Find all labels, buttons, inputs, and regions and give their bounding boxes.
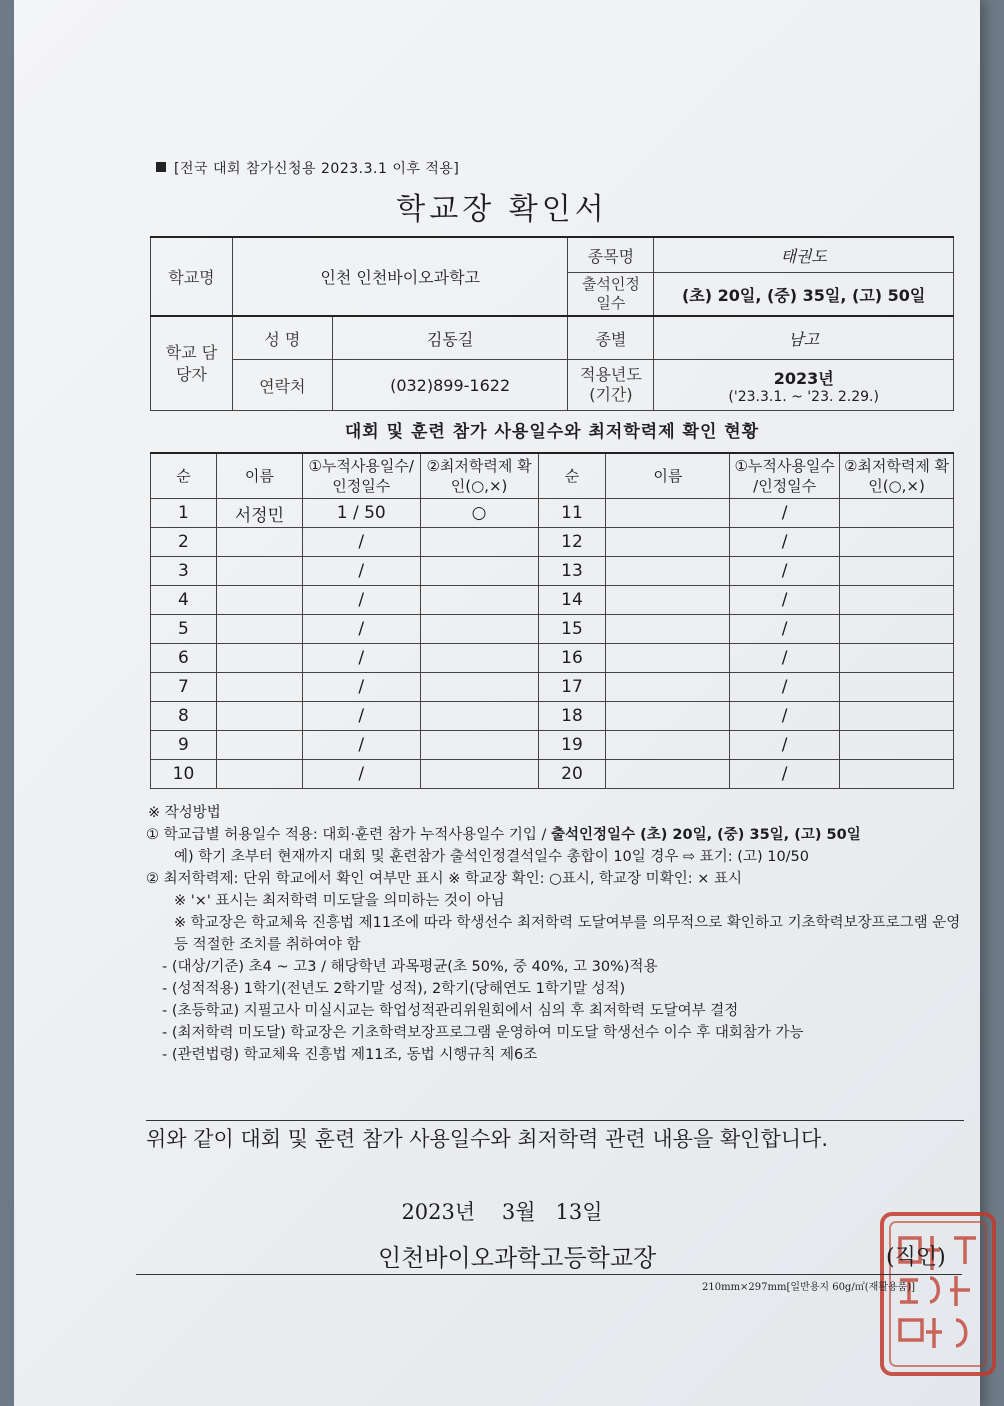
row-days-2: / [730, 528, 840, 557]
instruction-1: ① 학교급별 허용일수 적용: 대회·훈련 참가 누적사용일수 기입 / 출석인정일수 (초) 20일, (중) 35일, (고) 50일 [146, 827, 861, 843]
table-row [151, 528, 954, 557]
school-value: 인천 인천바이오과학고 [232, 237, 568, 316]
row-name [216, 702, 302, 731]
status-section-title: 대회 및 훈련 참가 사용일수와 최저학력제 확인 현황 [344, 422, 760, 442]
table-row [151, 499, 954, 528]
name-label: 성 명 [232, 316, 332, 360]
square-bullet-icon [156, 162, 166, 172]
confirmation-statement: 위와 같이 대회 및 훈련 참가 사용일수와 최저학력 관련 내용을 확인합니다. [146, 1120, 964, 1155]
contact-value: (032)899-1622 [332, 360, 568, 411]
row-no-2: 12 [538, 528, 606, 557]
table-row [151, 760, 954, 789]
row-days: / [302, 615, 420, 644]
row-check-2 [840, 528, 954, 557]
row-check [420, 528, 538, 557]
row-no: 6 [151, 644, 217, 673]
row-check [420, 731, 538, 760]
form-usage-note: [전국 대회 참가신청용 2023.3.1 이후 적용] [156, 158, 459, 178]
row-no-2: 11 [538, 499, 606, 528]
row-days: / [302, 644, 420, 673]
row-name [216, 760, 302, 789]
row-check-2 [840, 731, 954, 760]
table-row [151, 557, 954, 586]
header-check-2: ②최저학력제 확인(○,×) [840, 453, 954, 499]
row-days: / [302, 586, 420, 615]
row-no-2: 20 [538, 760, 606, 789]
row-check [420, 586, 538, 615]
row-no: 9 [151, 731, 217, 760]
row-check [420, 673, 538, 702]
gender-value: 남고 [654, 316, 954, 360]
row-name [216, 528, 302, 557]
row-name [216, 673, 302, 702]
year-value: 2023년 [773, 368, 834, 388]
row-no: 1 [151, 499, 217, 528]
row-days: / [302, 557, 420, 586]
row-check-2 [840, 557, 954, 586]
row-check-2 [840, 760, 954, 789]
row-days-2: / [730, 499, 840, 528]
row-name: 서정민 [216, 499, 302, 528]
instruction-2: ② 최저학력제: 단위 학교에서 확인 여부만 표시 ※ 학교장 확인: ○표시, 학교장 미확인: × 표시 [146, 871, 742, 887]
row-name [216, 557, 302, 586]
row-no-2: 18 [538, 702, 606, 731]
official-seal-stamp [876, 1210, 1000, 1382]
row-days-2: / [730, 586, 840, 615]
signature-mark: (직인) [886, 1245, 946, 1270]
header-days-2: ①누적사용일수 /인정일수 [730, 453, 840, 499]
row-days: / [302, 702, 420, 731]
row-no-2: 16 [538, 644, 606, 673]
row-days-2: / [730, 673, 840, 702]
row-days-2: / [730, 731, 840, 760]
issue-date: 2023년 3월 13일 [401, 1200, 603, 1224]
table-row [151, 731, 954, 760]
year-cell [654, 360, 954, 411]
row-check [420, 615, 538, 644]
instruction-detail-elementary: - (초등학교) 지필고사 미실시교는 학업성적관리위원회에서 심의 후 최저학력 도달여부 결정 [162, 1003, 739, 1019]
row-name-2 [606, 499, 730, 528]
row-no-2: 17 [538, 673, 606, 702]
row-name-2 [606, 644, 730, 673]
row-check-2 [840, 586, 954, 615]
name-value: 김동길 [332, 316, 568, 360]
document-title: 학교장 확인서 [396, 192, 608, 227]
row-check-2 [840, 499, 954, 528]
row-no-2: 19 [538, 731, 606, 760]
year-label: 적용년도 (기간) [568, 360, 654, 411]
row-name [216, 644, 302, 673]
row-no: 4 [151, 586, 217, 615]
table-row [151, 644, 954, 673]
row-no-2: 13 [538, 557, 606, 586]
table-row [151, 673, 954, 702]
row-name-2 [606, 673, 730, 702]
row-name-2 [606, 702, 730, 731]
instruction-detail-shortfall: - (최저학력 미도달) 학교장은 기초학력보장프로그램 운영하여 미도달 학생선수 이수 후 대회참가 가능 [162, 1025, 804, 1041]
sport-label: 종목명 [568, 237, 654, 273]
row-no: 10 [151, 760, 217, 789]
row-check-2 [840, 644, 954, 673]
instruction-detail-law: - (관련법령) 학교체육 진흥법 제11조, 동법 시행규칙 제6조 [162, 1047, 538, 1063]
row-name-2 [606, 760, 730, 789]
row-name-2 [606, 615, 730, 644]
row-no: 2 [151, 528, 217, 557]
attendance-value: (초) 20일, (중) 35일, (고) 50일 [654, 273, 954, 317]
manager-label: 학교 담당자 [151, 316, 233, 411]
row-days-2: / [730, 557, 840, 586]
row-no: 5 [151, 615, 217, 644]
paper-spec-footer: 210mm×297mm[일반용지 60g/㎡(재활용품)] [702, 1282, 916, 1293]
row-name-2 [606, 586, 730, 615]
instruction-2-note-b: ※ 학교장은 학교체육 진흥법 제11조에 따라 학생선수 최저학력 도달여부를 의무적으로 확인하고 기초학력보장프로그램 운영 등 적절한 조치를 취하여야 함 [174, 915, 961, 953]
row-check [420, 644, 538, 673]
row-name-2 [606, 731, 730, 760]
row-name [216, 586, 302, 615]
row-days: / [302, 731, 420, 760]
row-no: 7 [151, 673, 217, 702]
school-label: 학교명 [151, 237, 233, 316]
status-table [150, 452, 954, 789]
row-no: 8 [151, 702, 217, 731]
row-check [420, 557, 538, 586]
row-name-2 [606, 557, 730, 586]
row-name-2 [606, 528, 730, 557]
row-days: 1 / 50 [302, 499, 420, 528]
row-check [420, 760, 538, 789]
row-days-2: / [730, 615, 840, 644]
header-name: 이름 [216, 453, 302, 499]
header-days: ①누적사용일수/인정일수 [302, 453, 420, 499]
table-row [151, 586, 954, 615]
instruction-detail-grades: - (성적적용) 1학기(전년도 2학기말 성적), 2학기(당해연도 1학기말 성적) [162, 981, 626, 997]
row-days: / [302, 528, 420, 557]
row-no: 3 [151, 557, 217, 586]
info-table [150, 236, 954, 411]
instruction-detail-target: - (대상/기준) 초4 ~ 고3 / 해당학년 과목평균(초 50%, 중 40%, 고 30%)적용 [162, 959, 658, 975]
row-days: / [302, 673, 420, 702]
table-row [151, 615, 954, 644]
row-no-2: 14 [538, 586, 606, 615]
row-check-2 [840, 702, 954, 731]
instructions-heading: ※ 작성방법 [148, 805, 221, 821]
principal-title: 인천바이오과학고등학교장 [378, 1244, 657, 1272]
header-name-2: 이름 [606, 453, 730, 499]
gender-label: 종별 [568, 316, 654, 360]
period-value: ('23.3.1. ~ '23. 2.29.) [728, 388, 879, 405]
row-days: / [302, 760, 420, 789]
row-name [216, 615, 302, 644]
row-check: ○ [420, 499, 538, 528]
instructions [146, 802, 964, 1066]
status-table-body [151, 499, 954, 789]
row-name [216, 731, 302, 760]
header-check: ②최저학력제 확인(○,×) [420, 453, 538, 499]
header-no: 순 [151, 453, 217, 499]
row-no-2: 15 [538, 615, 606, 644]
table-row [151, 702, 954, 731]
row-days-2: / [730, 760, 840, 789]
instruction-1-example: 예) 학기 초부터 현재까지 대회 및 훈련참가 출석인정결석일수 총합이 10일 경우 ⇨ 표기: (고) 10/50 [174, 849, 810, 865]
row-days-2: / [730, 702, 840, 731]
footer-rule [136, 1274, 962, 1275]
attendance-label: 출석인정 일수 [568, 273, 654, 317]
row-days-2: / [730, 644, 840, 673]
row-check [420, 702, 538, 731]
contact-label: 연락처 [232, 360, 332, 411]
instruction-2-note-a: ※ '×' 표시는 최저학력 미도달을 의미하는 것이 아님 [174, 893, 505, 909]
header-no-2: 순 [538, 453, 606, 499]
row-check-2 [840, 615, 954, 644]
row-check-2 [840, 673, 954, 702]
sport-value: 태권도 [654, 237, 954, 273]
